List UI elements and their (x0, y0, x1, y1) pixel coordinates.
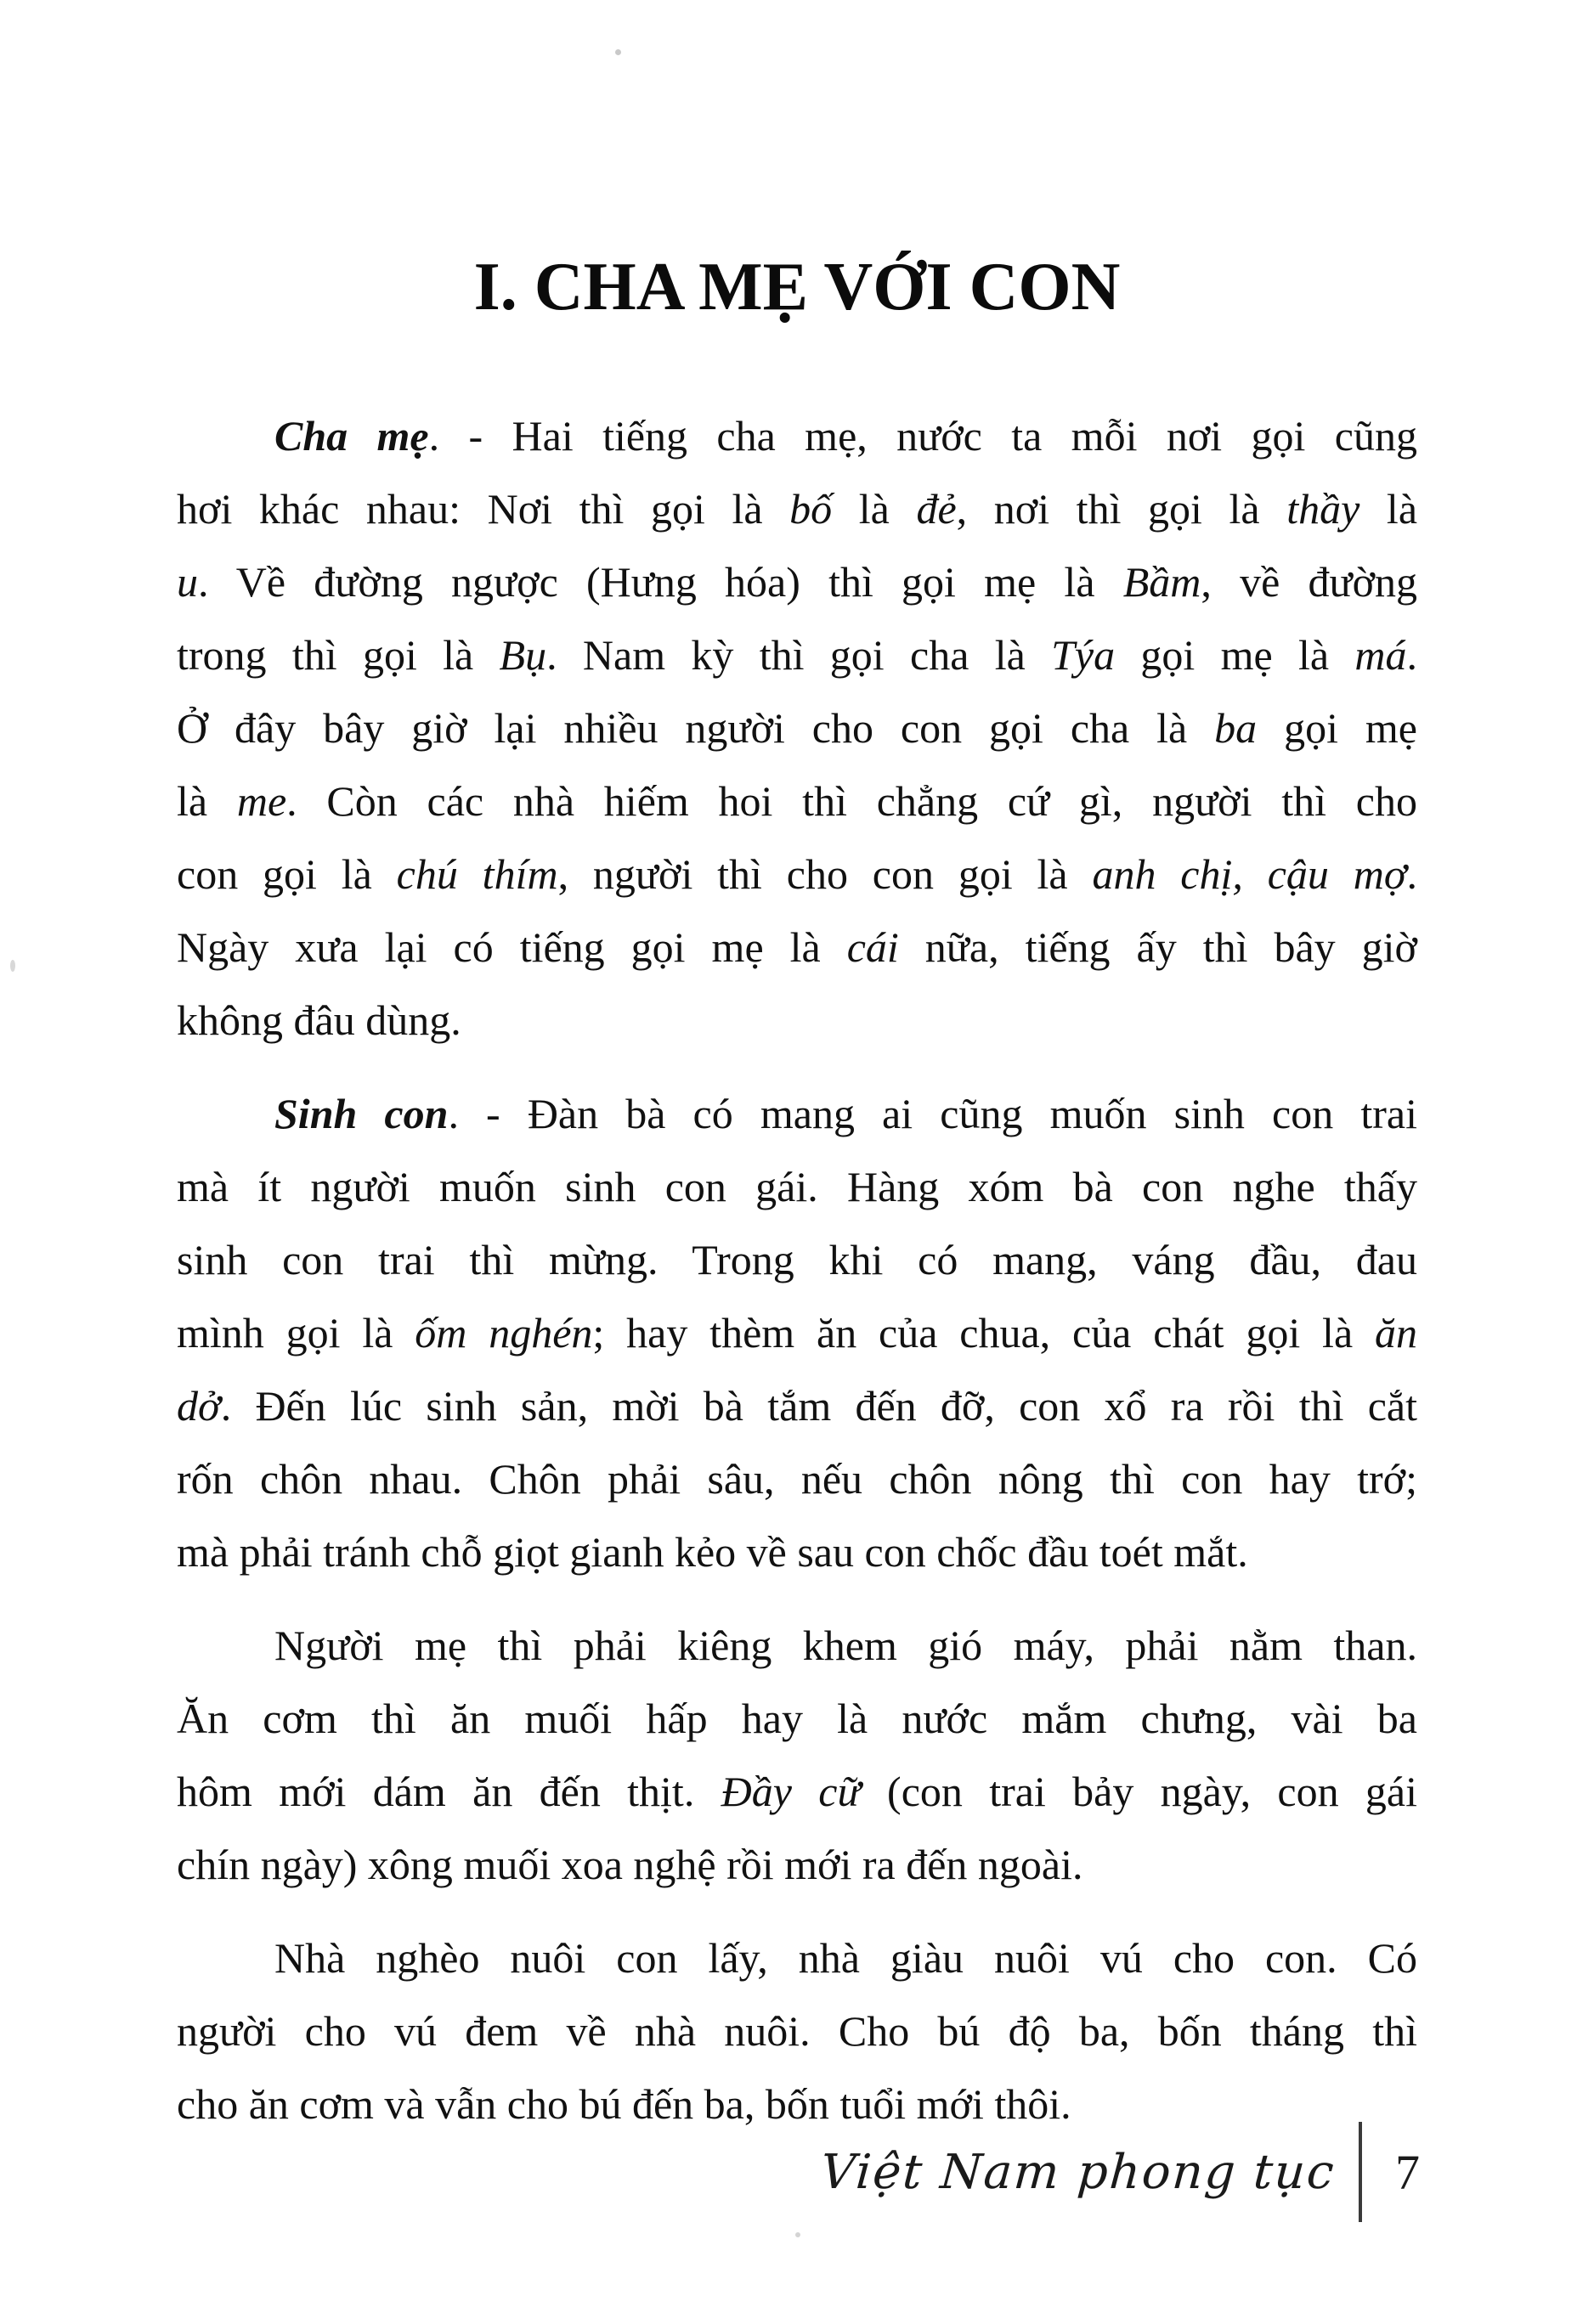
emphasized-term: thầy (1286, 485, 1360, 533)
text-segment: trong thì gọi là (177, 631, 500, 679)
text-segment: . Còn các nhà hiếm hoi thì chẳng cứ gì, người thì cho (286, 777, 1417, 825)
text-line (177, 1609, 1417, 1682)
text-segment: . Về đường ngược (Hưng hóa) thì gọi mẹ là (198, 558, 1123, 606)
emphasized-term: bố (789, 485, 833, 533)
text-line (177, 472, 1417, 545)
text-segment: ; hay thèm ăn của chua, của chát gọi là (592, 1309, 1375, 1357)
text-segment: mà phải tránh chỗ giọt gianh kẻo về sau con chốc đầu toét mắt. (177, 1528, 1248, 1576)
page-number: 7 (1395, 2144, 1420, 2200)
emphasized-term: Bụ (499, 631, 547, 679)
scan-speck (615, 49, 621, 55)
text-line (177, 1369, 1417, 1442)
emphasized-term: ba (1214, 704, 1258, 752)
text-segment: cho ăn cơm và vẫn cho bú đến ba, bốn tuổi mới thôi. (177, 2080, 1071, 2128)
emphasized-term: chú thím (396, 850, 558, 898)
text-line (177, 545, 1417, 618)
paragraph (177, 1609, 1417, 1901)
text-segment: sinh con trai thì mừng. Trong khi có mang, váng đầu, đau (177, 1236, 1417, 1283)
scan-speck (10, 960, 15, 972)
emphasized-term: đẻ (916, 485, 957, 533)
paragraph (177, 1077, 1417, 1588)
text-segment: . - Hai tiếng cha mẹ, nước ta mỗi nơi gọi cũng (428, 412, 1417, 460)
text-segment: , người thì cho con gọi là (557, 850, 1093, 898)
text-segment: . (1406, 850, 1418, 898)
text-segment: Ở đây bây giờ lại nhiều người cho con gọi cha là (177, 704, 1215, 752)
text-line (177, 1296, 1417, 1369)
emphasized-term: anh chị, cậu mợ (1092, 850, 1407, 898)
text-segment: gọi mẹ (1257, 704, 1417, 752)
emphasized-term: ốm nghén (415, 1309, 593, 1357)
text-segment: không đâu dùng. (177, 996, 461, 1044)
text-line (177, 984, 1417, 1057)
text-line (177, 1682, 1417, 1755)
text-line (177, 1515, 1417, 1588)
text-segment: Ăn cơm thì ăn muối hấp hay là nước mắm chưng, vài ba (177, 1695, 1417, 1742)
text-line (177, 691, 1417, 764)
text-line (177, 618, 1417, 691)
emphasized-term: cái (846, 923, 899, 971)
text-line (177, 1077, 1417, 1150)
text-segment: là (832, 485, 917, 533)
text-segment: , về đường (1201, 558, 1418, 606)
page-footer (818, 2122, 1420, 2222)
text-segment: rốn chôn nhau. Chôn phải sâu, nếu chôn nông thì con hay trớ; (177, 1455, 1417, 1503)
text-line (177, 1150, 1417, 1223)
text-segment: Nhà nghèo nuôi con lấy, nhà giàu nuôi vú cho con. Có (274, 1934, 1417, 1982)
emphasized-term: Cha mẹ (274, 412, 429, 460)
text-segment: Ngày xưa lại có tiếng gọi mẹ là (177, 923, 847, 971)
emphasized-term: Đầy cữ (721, 1768, 861, 1815)
text-segment: gọi mẹ là (1115, 631, 1355, 679)
text-line (177, 1921, 1417, 1994)
text-line (177, 399, 1417, 472)
text-segment: . - Đàn bà có mang ai cũng muốn sinh con trai (448, 1090, 1417, 1137)
emphasized-term: má (1354, 631, 1407, 679)
emphasized-term: u (177, 558, 198, 606)
text-segment: hơi khác nhau: Nơi thì gọi là (177, 485, 790, 533)
text-segment: Người mẹ thì phải kiêng khem gió máy, phải nằm than. (274, 1622, 1417, 1669)
text-line (177, 1442, 1417, 1515)
text-line (177, 764, 1417, 838)
text-segment: , nơi thì gọi là (956, 485, 1287, 533)
text-segment: hôm mới dám ăn đến thịt. (177, 1768, 721, 1815)
emphasized-term: Sinh con (274, 1090, 449, 1137)
paragraph (177, 1921, 1417, 2141)
text-segment: . Nam kỳ thì gọi cha là (546, 631, 1052, 679)
body-text (177, 399, 1417, 2141)
emphasized-term: me (236, 777, 287, 825)
emphasized-term: ăn (1374, 1309, 1417, 1357)
chapter-title: I. CHA MẸ VỚI CON (473, 250, 1121, 324)
emphasized-term: dở (177, 1382, 221, 1430)
text-segment: là (1359, 485, 1418, 533)
emphasized-term: Týa (1051, 631, 1116, 679)
text-segment: con gọi là (177, 850, 397, 898)
text-segment: người cho vú đem về nhà nuôi. Cho bú độ ba, bốn tháng thì (177, 2007, 1417, 2055)
scan-speck (795, 2232, 800, 2237)
text-segment: mà ít người muốn sinh con gái. Hàng xóm bà con nghe thấy (177, 1163, 1417, 1210)
text-segment: là (177, 777, 237, 825)
footer-divider (1359, 2122, 1362, 2222)
emphasized-term: Bầm (1122, 558, 1201, 606)
text-line (177, 1223, 1417, 1296)
text-line (177, 838, 1417, 911)
text-segment: . (1406, 631, 1417, 679)
text-segment: nữa, tiếng ấy thì bây giờ (898, 923, 1417, 971)
text-line (177, 1828, 1417, 1901)
book-title-script: Việt Nam phong tục (818, 2144, 1337, 2200)
text-segment: chín ngày) xông muối xoa nghệ rồi mới ra đến ngoài. (177, 1841, 1083, 1888)
text-line (177, 1994, 1417, 2067)
text-segment: (con trai bảy ngày, con gái (860, 1768, 1417, 1815)
paragraph (177, 399, 1417, 1057)
text-line (177, 1755, 1417, 1828)
text-segment: mình gọi là (177, 1309, 415, 1357)
text-line (177, 911, 1417, 984)
text-segment: . Đến lúc sinh sản, mời bà tắm đến đỡ, con xổ ra rồi thì cắt (220, 1382, 1417, 1430)
